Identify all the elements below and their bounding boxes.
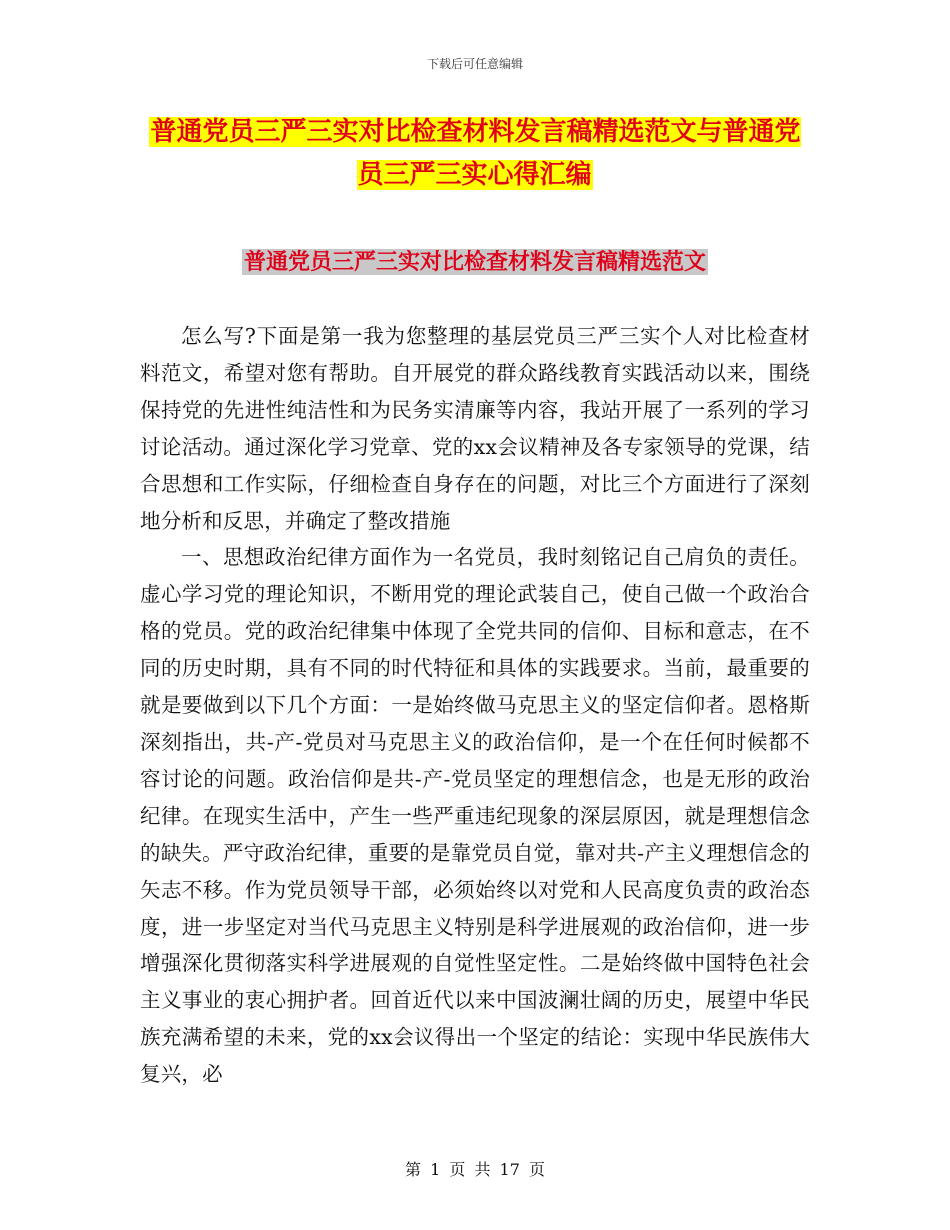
document-title-text: 普通党员三严三实对比检查材料发言稿精选范文与普通党员三严三实心得汇编 xyxy=(150,117,801,190)
page-number: 第 1 页 共 17 页 xyxy=(405,1160,545,1179)
document-title xyxy=(140,111,810,197)
section-title-text: 普通党员三严三实对比检查材料发言稿精选范文 xyxy=(243,249,706,275)
section-title xyxy=(0,245,950,279)
page-header-note: 下载后可任意编辑 xyxy=(426,57,523,71)
body-paragraph: 怎么写?下面是第一我为您整理的基层党员三严三实个人对比检查材料范文，希望对您有帮助。自开展党的群众路线教育实践活动以来，围绕保持党的先进性纯洁性和为民务实清廉等内容，我站开展了一系列的学习讨论活动。通过深化学习党章、党的xx会议精神及各专家领导的党课，结合思想和工作实际，仔细检查自身存在的问题，对比三个方面进行了深刻地分析和反思，并确定了整改措施 xyxy=(140,324,810,533)
document-body xyxy=(140,318,810,1093)
body-paragraph: 一、思想政治纪律方面作为一名党员，我时刻铭记自己肩负的责任。虚心学习党的理论知识，不断用党的理论武装自己，使自己做一个政治合格的党员。党的政治纪律集中体现了全党共同的信仰、目标和意志，在不同的历史时期，具有不同的时代特征和具体的实践要求。当前，最重要的就是要做到以下几个方面：一是始终做马克思主义的坚定信仰者。恩格斯深刻指出，共-产-党员对马克思主义的政治信仰，是一个在任何时候都不容讨论的问题。政治信仰是共-产-党员坚定的理想信念，也是无形的政治纪律。在现实生活中，产生一些严重违纪现象的深层原因，就是理想信念的缺失。严守政治纪律，重要的是靠党员自觉，靠对共-产主义理想信念的矢志不移。作为党员领导干部，必须始终以对党和人民高度负责的政治态度，进一步坚定对当代马克思主义特别是科学进展观的政治信仰，进一步增强深化贯彻落实科学进展观的自觉性坚定性。二是始终做中国特色社会主义事业的衷心拥护者。回首近代以来中国波澜壮阔的历史，展望中华民族充满希望的未来，党的xx会议得出一个坚定的结论：实现中华民族伟大复兴，必 xyxy=(140,545,810,1087)
